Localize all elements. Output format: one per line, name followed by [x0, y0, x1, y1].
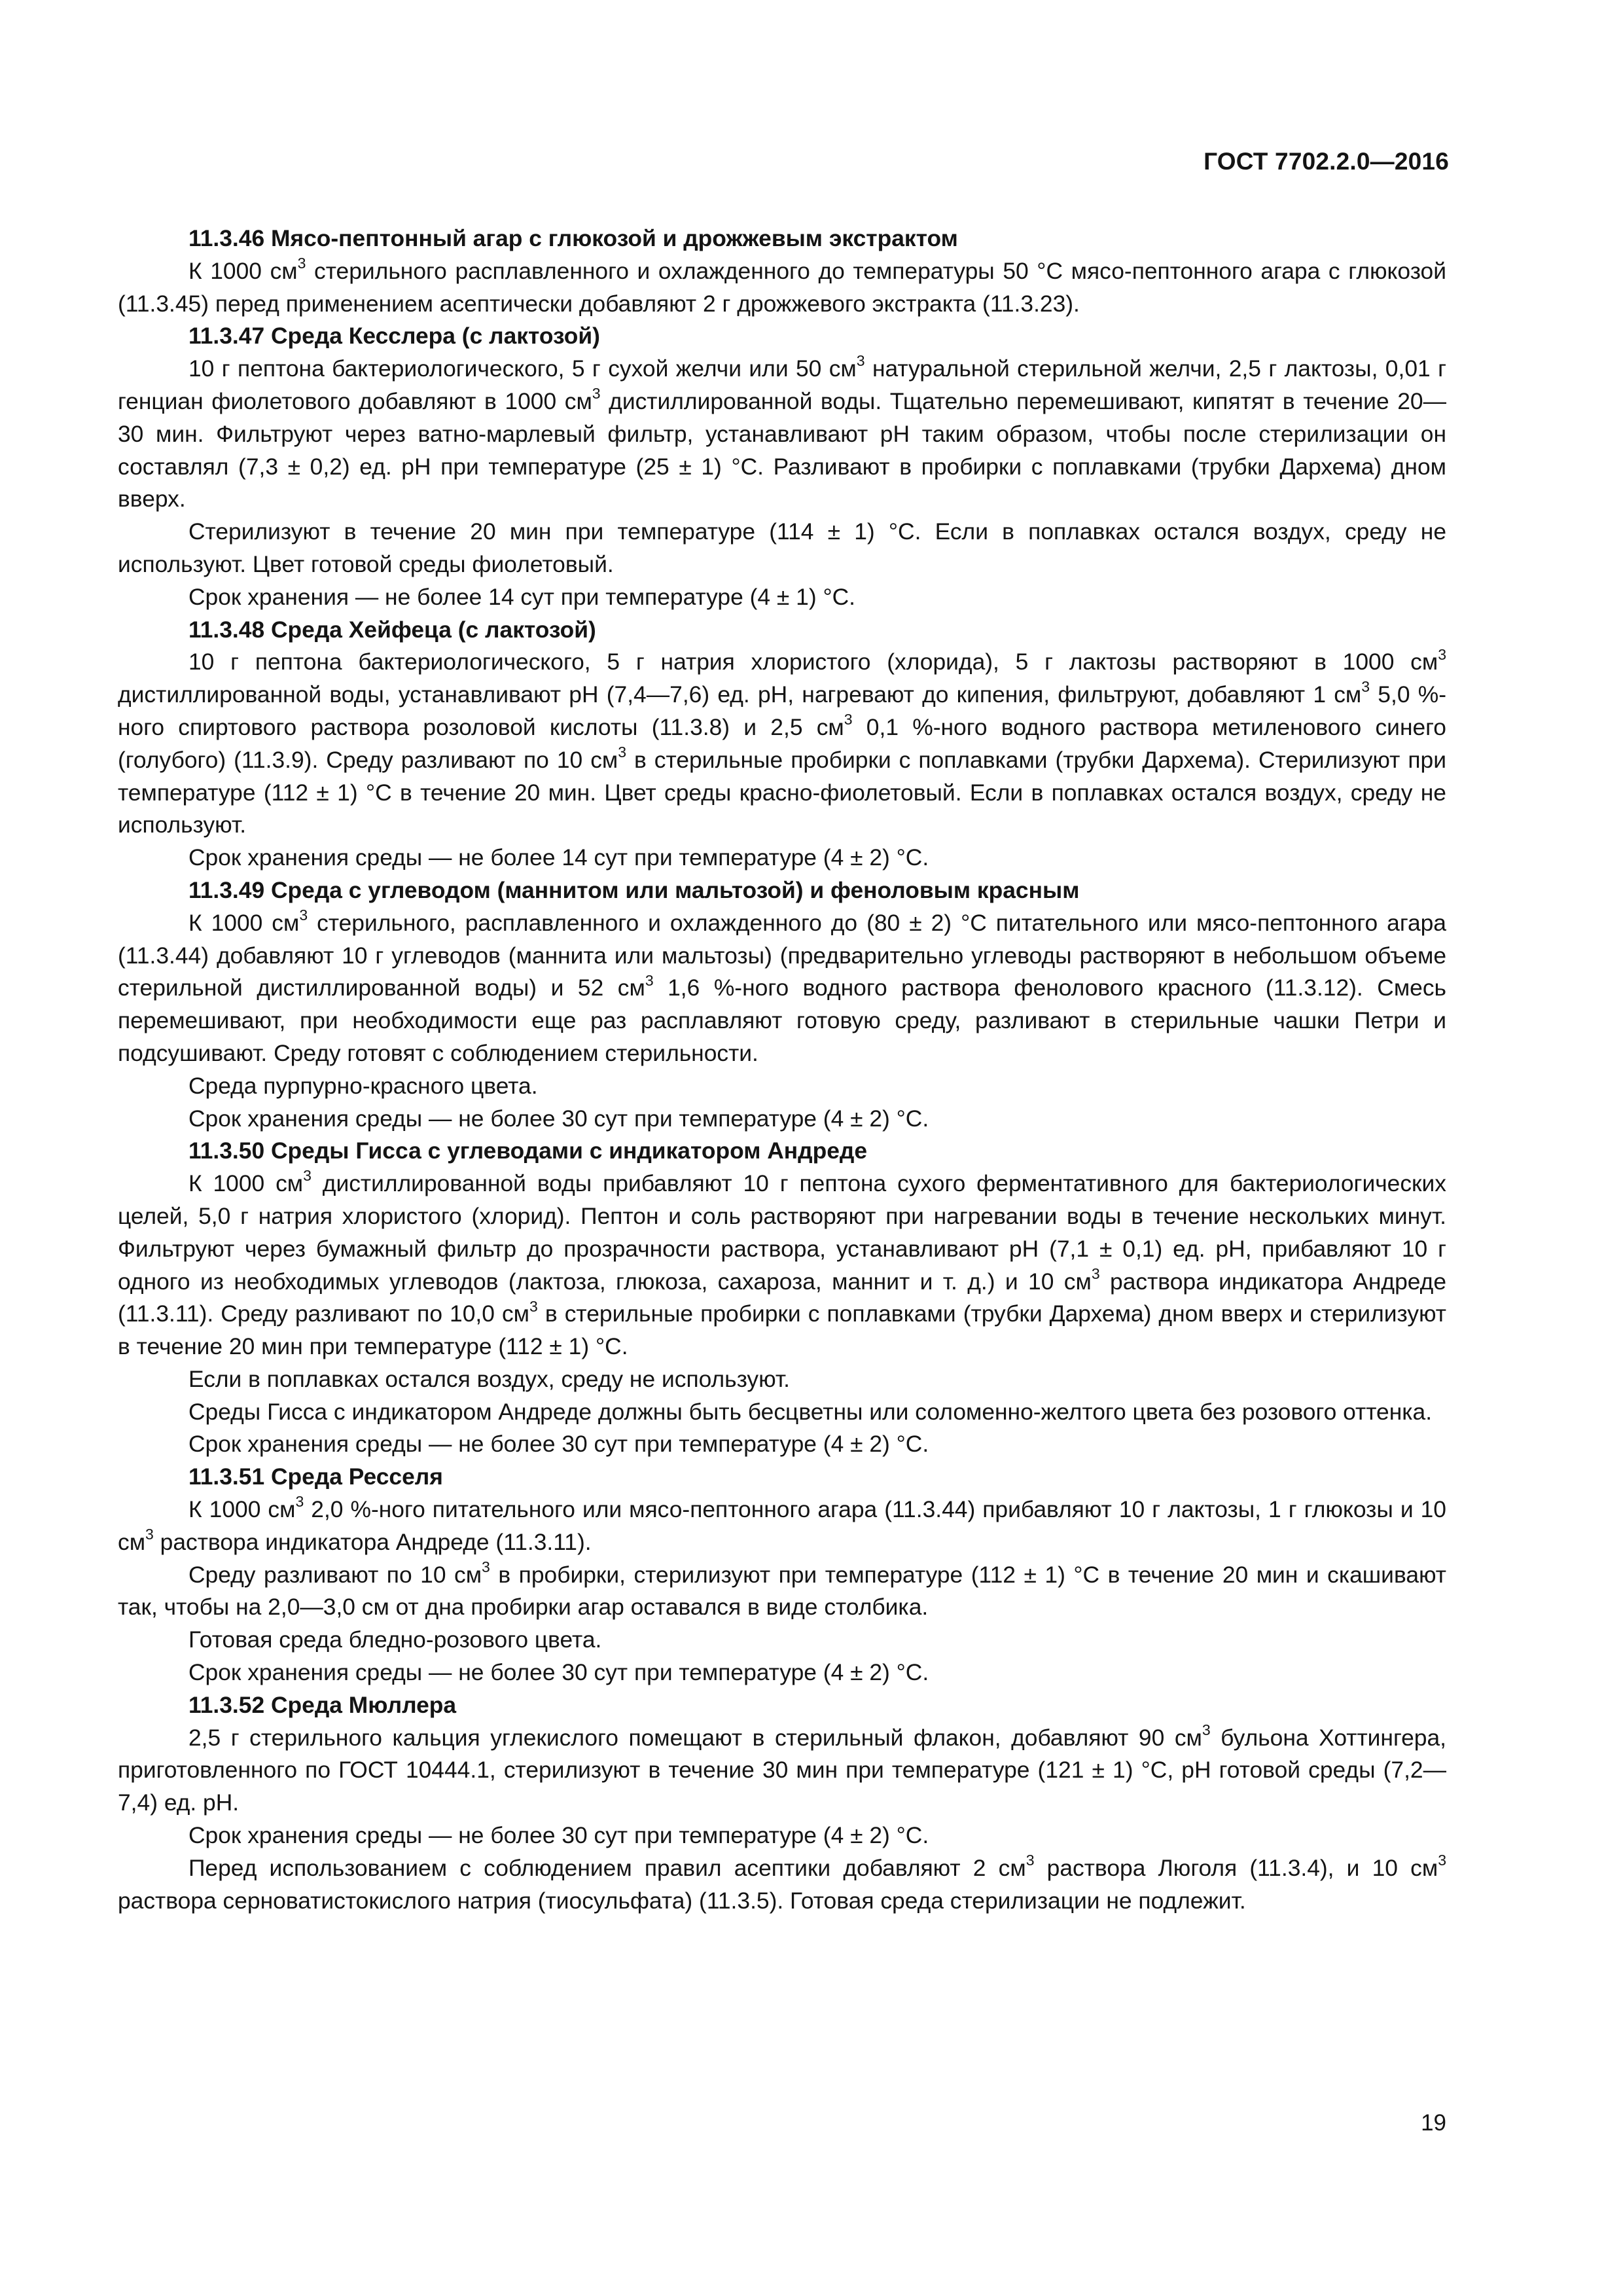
superscript: 3 [1438, 645, 1446, 663]
text-run: натуральной стерильной желчи, 2,5 г лактозы, 0,01 г генциан фиолетового добавляют в 1000 см [118, 355, 1446, 414]
section-title: 11.3.52 Среда Мюллера [188, 1691, 457, 1718]
text-run: раствора индикатора Андреде (11.3.11). Среду разливают по 10,0 см [118, 1268, 1446, 1327]
superscript: 3 [1202, 1721, 1211, 1738]
page-number: 19 [1421, 2110, 1446, 2136]
paragraph [118, 1722, 1446, 1820]
paragraph [118, 1624, 1446, 1657]
text-run: К 1000 см [188, 909, 300, 936]
text-run: Перед использованием с соблюдением правил асептики добавляют 2 см [188, 1854, 1026, 1881]
text-run: 2,5 г стерильного кальция углекислого помещают в стерильный флакон, добавляют 90 см [188, 1724, 1202, 1751]
text-run: Готовая среда бледно-розового цвета. [188, 1626, 602, 1653]
superscript: 3 [145, 1526, 154, 1543]
standard-header: ГОСТ 7702.2.0—2016 [1204, 148, 1449, 175]
paragraph [118, 1820, 1446, 1852]
text-run: 0,1 %-ного водного раствора метиленового синего (голубого) (11.3.9). Среду разливают по 10 см [118, 713, 1446, 773]
paragraph [118, 1168, 1446, 1363]
superscript: 3 [297, 255, 306, 272]
text-run: в пробирки, стерилизуют при температуре (112 ± 1) °С в течение 20 мин и скашивают так, чтобы на 2,0—3,0 см от дна пробирки агар оставался в виде столбика. [118, 1561, 1446, 1621]
text-run: дистиллированной воды. Тщательно перемешивают, кипятят в течение 20—30 мин. Фильтруют через ватно-марлевый фильтр, устанавливают pH таким образом, чтобы после стерилизации он составлял (7,3 ± 0,2) ед. pH при температуре (25 ± 1) °С. Разливают в пробирки с поплавками (трубки Дархема) дном вверх. [118, 387, 1446, 512]
text-run: в стерильные пробирки с поплавками (трубки Дархема). Стерилизуют при температуре (112 ± 1) °С в течение 20 мин. Цвет среды красно-фиолетовый. Если в поплавках остался воздух, среду не используют. [118, 746, 1446, 838]
section-title: 11.3.49 Среда с углеводом (маннитом или мальтозой) и феноловым красным [188, 876, 1080, 903]
section-title: 11.3.51 Среда Ресселя [188, 1463, 443, 1490]
text-run: Среда пурпурно-красного цвета. [188, 1072, 538, 1099]
paragraph [118, 1070, 1446, 1103]
superscript: 3 [1438, 1852, 1446, 1869]
paragraph [118, 255, 1446, 321]
paragraph [118, 1852, 1446, 1918]
text-run: Срок хранения среды — не более 30 сут при температуре (4 ± 2) °С. [188, 1659, 929, 1686]
text-run: раствора Люголя (11.3.4), и 10 см [1034, 1854, 1438, 1881]
superscript: 3 [299, 906, 308, 924]
text-run: в стерильные пробирки с поплавками (трубки Дархема) дном вверх и стерилизуют в течение 20 мин при температуре (112 ± 1) °С. [118, 1300, 1446, 1360]
text-run: дистиллированной воды, устанавливают pH (7,4—7,6) ед. pH, нагревают до кипения, фильтруют, добавляют 1 см [118, 681, 1362, 708]
superscript: 3 [1026, 1852, 1035, 1869]
paragraph [118, 353, 1446, 516]
paragraph [118, 842, 1446, 874]
text-run: 10 г пептона бактериологического, 5 г сухой желчи или 50 см [188, 355, 857, 382]
text-run: 2,0 %-ного питательного или мясо-пептонного агара (11.3.44) прибавляют 10 г лактозы, 1 г глюкозы и 10 см [118, 1496, 1446, 1555]
paragraph [118, 1363, 1446, 1396]
section-title: 11.3.50 Среды Гисса с углеводами с индикатором Андреде [188, 1138, 868, 1164]
text-run: К 1000 см [188, 1170, 304, 1197]
text-run: К 1000 см [188, 257, 298, 284]
text-run: раствора индикатора Андреде (11.3.11). [153, 1528, 592, 1555]
superscript: 3 [303, 1167, 312, 1185]
superscript: 3 [529, 1297, 538, 1315]
superscript: 3 [856, 352, 865, 370]
paragraph [118, 581, 1446, 614]
paragraph [118, 1559, 1446, 1624]
superscript: 3 [295, 1493, 304, 1511]
text-run: Стерилизуют в течение 20 мин при температуре (114 ± 1) °С. Если в поплавках остался воздух, среду не используют. Цвет готовой среды фиолетовый. [118, 518, 1446, 577]
text-run: бульона Хоттингера, приготовленного по ГОСТ 10444.1, стерилизуют в течение 30 мин при температуре (121 ± 1) °С, pH готовой среды (7,2—7,4) ед. pH. [118, 1724, 1446, 1816]
section-title: 11.3.48 Среда Хейфеца (с лактозой) [188, 616, 596, 643]
superscript: 3 [844, 711, 853, 728]
superscript: 3 [592, 385, 601, 403]
text-run: К 1000 см [188, 1496, 296, 1523]
document-body [118, 223, 1446, 1917]
paragraph [118, 1103, 1446, 1136]
text-run: Срок хранения среды — не более 30 сут при температуре (4 ± 2) °С. [188, 1822, 929, 1849]
text-run: Среды Гисса с индикатором Андреде должны быть бесцветны или соломенно-желтого цвета без розового оттенка. [188, 1398, 1433, 1425]
text-run: Срок хранения среды — не более 14 сут при температуре (4 ± 2) °С. [188, 844, 929, 871]
text-run: Срок хранения среды — не более 30 сут при температуре (4 ± 2) °С. [188, 1105, 929, 1132]
paragraph [118, 1494, 1446, 1559]
paragraph [118, 516, 1446, 581]
superscript: 3 [618, 743, 627, 761]
text-run: Срок хранения — не более 14 сут при температуре (4 ± 1) °С. [188, 583, 855, 610]
text-run: 5,0 %-ного спиртового раствора розоловой кислоты (11.3.8) и 2,5 см [118, 681, 1446, 740]
text-run: Срок хранения среды — не более 30 сут при температуре (4 ± 2) °С. [188, 1431, 929, 1458]
section-title: 11.3.47 Среда Кесслера (с лактозой) [188, 323, 600, 350]
text-run: 10 г пептона бактериологического, 5 г натрия хлористого (хлорида), 5 г лактозы растворяют в 1000 см [188, 649, 1438, 675]
paragraph [118, 907, 1446, 1070]
text-run: дистиллированной воды прибавляют 10 г пептона сухого ферментативного для бактериологических целей, 5,0 г натрия хлористого (хлорид). Пептон и соль растворяют при нагревании воды в течение нескольких минут. Фильтруют через бумажный фильтр до прозрачности раствора, устанавливают pH (7,1 ± 0,1) ед. pH, прибавляют 10 г одного из необходимых углеводов (лактоза, глюкоза, сахароза, маннит и т. д.) и 10 см [118, 1170, 1446, 1295]
superscript: 3 [1361, 678, 1370, 696]
superscript: 3 [1091, 1265, 1100, 1282]
section-title: 11.3.46 Мясо-пептонный агар с глюкозой и дрожжевым экстрактом [188, 225, 958, 251]
text-run: раствора серноватистокислого натрия (тиосульфата) (11.3.5). Готовая среда стерилизации не подлежит. [118, 1887, 1246, 1914]
text-run: стерильного расплавленного и охлажденного до температуры 50 °С мясо-пептонного агара с глюкозой (11.3.45) перед применением асептически добавляют 2 г дрожжевого экстракта (11.3.23). [118, 257, 1446, 317]
text-run: стерильного, расплавленного и охлажденного до (80 ± 2) °С питательного или мясо-пептонного агара (11.3.44) добавляют 10 г углеводов (маннита или мальтозы) (предварительно углеводы растворяют в небольшом объеме стерильной дистиллированной воды) и 52 см [118, 909, 1446, 1001]
superscript: 3 [645, 971, 654, 989]
paragraph [118, 1428, 1446, 1461]
text-run: 1,6 %-ного водного раствора фенолового красного (11.3.12). Смесь перемешивают, при необходимости еще раз расплавляют готовую среду, разливают в стерильные чашки Петри и подсушивают. Среду готовят с соблюдением стерильности. [118, 975, 1446, 1066]
text-run: Если в поплавках остался воздух, среду не используют. [188, 1365, 791, 1392]
paragraph [118, 1657, 1446, 1689]
paragraph [118, 1396, 1446, 1429]
paragraph [118, 646, 1446, 842]
superscript: 3 [482, 1558, 490, 1575]
text-run: Среду разливают по 10 см [188, 1561, 482, 1588]
